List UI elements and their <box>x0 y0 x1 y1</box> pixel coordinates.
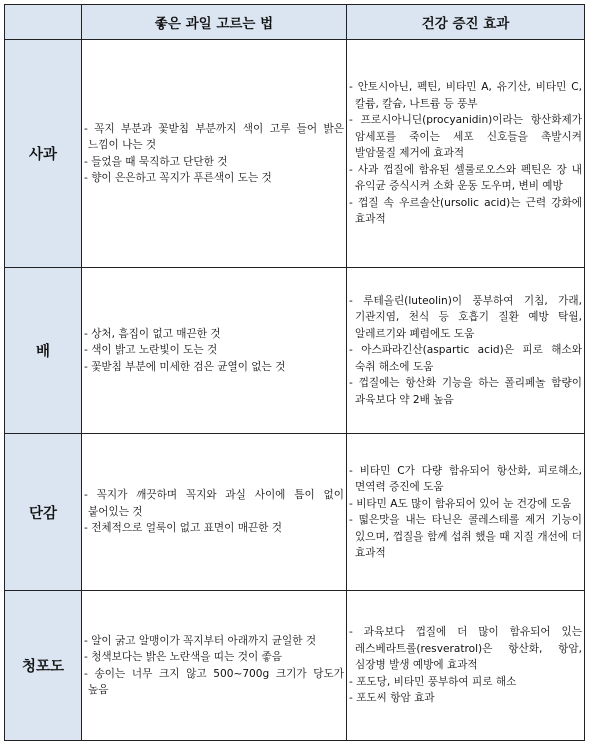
choose-item: - 꽃받침 부분에 미세한 검은 균열이 없는 것 <box>84 359 344 376</box>
health-cell-pear <box>347 268 585 434</box>
health-item: - 포도씨 항암 효과 <box>349 690 582 707</box>
choose-cell-pear <box>82 268 347 434</box>
fruit-guide-table <box>4 4 585 741</box>
health-item: - 프로시아니딘(procyanidin)이라는 항산화제가 암세포를 죽이는 세포 신호들을 촉발시켜 발암물질 제거에 효과적 <box>349 112 582 162</box>
choose-item: - 전체적으로 얼룩이 없고 표면이 매끈한 것 <box>84 520 344 537</box>
header-fruit-cell <box>5 5 82 40</box>
header-choose: 좋은 과일 고르는 법 <box>82 5 347 40</box>
health-item: - 과육보다 껍질에 더 많이 함유되어 있는 레스베라트롤(resveratrol)은 항산화, 항암, 심장병 발생 예방에 효과적 <box>349 624 582 674</box>
table-row-pear <box>5 268 585 434</box>
choose-cell-green-grape <box>82 591 347 741</box>
health-item: - 안토시아닌, 펙틴, 비타민 A, 유기산, 비타민 C, 칼륨, 칼슘, 나트륨 등 풍부 <box>349 79 582 112</box>
choose-item: - 꼭지가 깨끗하며 꼭지와 과실 사이에 틈이 없이 붙어있는 것 <box>84 487 344 520</box>
choose-item: - 색이 밝고 노란빛이 도는 것 <box>84 342 344 359</box>
choose-item: - 들었을 때 묵직하고 단단한 것 <box>84 154 344 171</box>
health-item: - 비타민 C가 다량 함유되어 항산화, 피로해소, 면역력 증진에 도움 <box>349 463 582 496</box>
fruit-name-pear: 배 <box>5 268 82 434</box>
choose-cell-persimmon <box>82 434 347 591</box>
choose-item: - 향이 은은하고 꼭지가 푸른색이 도는 것 <box>84 170 344 187</box>
choose-item: - 청색보다는 밝은 노란색을 띠는 것이 좋음 <box>84 649 344 666</box>
choose-cell-apple <box>82 40 347 268</box>
table-row-apple <box>5 40 585 268</box>
health-item: - 아스파라긴산(aspartic acid)은 피로 해소와 숙취 해소에 도움 <box>349 342 582 375</box>
fruit-name-persimmon: 단감 <box>5 434 82 591</box>
health-item: - 루테올린(luteolin)이 풍부하여 기침, 가래, 기관지염, 천식 등 호흡기 질환 예방 탁월, 알레르기와 폐렴에도 도움 <box>349 293 582 343</box>
health-item: - 떫은맛을 내는 타닌은 콜레스테롤 제거 기능이 있으며, 껍질을 함께 섭취 했을 때 지질 개선에 더 효과적 <box>349 512 582 562</box>
choose-item: - 꼭지 부분과 꽃받침 부분까지 색이 고루 들어 밝은 느낌이 나는 것 <box>84 121 344 154</box>
health-item: - 껍질 속 우르솔산(ursolic acid)는 근력 강화에 효과적 <box>349 195 582 228</box>
health-item: - 사과 껍질에 함유된 셀룰로오스와 펙틴은 장 내 유익균 증식시켜 소화 운동 도우며, 변비 예방 <box>349 162 582 195</box>
table-row-green-grape <box>5 591 585 741</box>
choose-item: - 상처, 흠집이 없고 매끈한 것 <box>84 326 344 343</box>
fruit-name-apple: 사과 <box>5 40 82 268</box>
choose-item: - 송이는 너무 크지 않고 500~700g 크기가 당도가 높음 <box>84 666 344 699</box>
fruit-name-green-grape: 청포도 <box>5 591 82 741</box>
health-cell-persimmon <box>347 434 585 591</box>
table-row-persimmon <box>5 434 585 591</box>
health-item: - 비타민 A도 많이 함유되어 있어 눈 건강에 도움 <box>349 496 582 513</box>
health-item: - 껍질에는 항산화 기능을 하는 폴리페놀 함량이 과육보다 약 2배 높음 <box>349 375 582 408</box>
header-row <box>5 5 585 40</box>
health-item: - 포도당, 비타민 풍부하여 피로 해소 <box>349 674 582 691</box>
health-cell-apple <box>347 40 585 268</box>
health-cell-green-grape <box>347 591 585 741</box>
header-health: 건강 증진 효과 <box>347 5 585 40</box>
choose-item: - 알이 굵고 알맹이가 꼭지부터 아래까지 균일한 것 <box>84 633 344 650</box>
